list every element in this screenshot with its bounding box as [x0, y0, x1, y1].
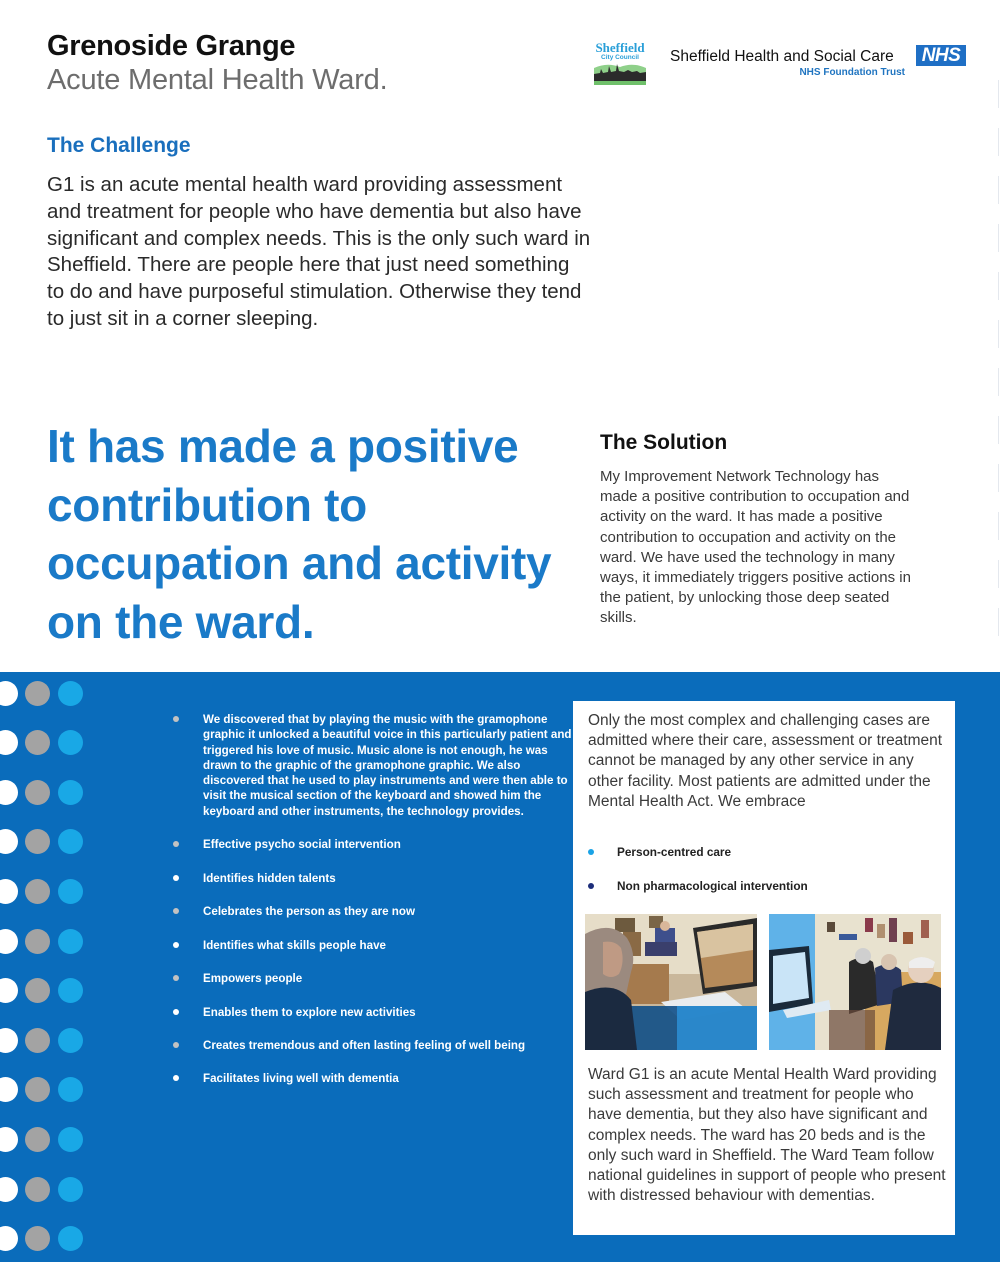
bullet-dot-icon [173, 875, 179, 881]
decorative-dot [25, 730, 50, 755]
bullet-dot-icon [588, 883, 594, 889]
benefit-text: Effective psycho social intervention [203, 838, 401, 852]
bullet-dot-icon [173, 841, 179, 847]
decorative-dot [0, 681, 18, 706]
bullet-dot-icon [173, 1009, 179, 1015]
city-skyline-icon [594, 60, 646, 85]
info-bullet-item [588, 845, 948, 879]
decorative-dot [58, 1226, 83, 1251]
decorative-dot [25, 929, 50, 954]
decorative-dot [58, 978, 83, 1003]
page-subtitle: Acute Mental Health Ward. [47, 64, 388, 96]
sheffield-city-council-logo [590, 40, 650, 86]
benefit-item [172, 938, 572, 953]
benefit-item [172, 837, 572, 852]
decorative-dot [25, 829, 50, 854]
decorative-dot [25, 1077, 50, 1102]
decorative-dot [0, 1127, 18, 1152]
info-box-intro: Only the most complex and challenging cases are admitted where their care, assessment or treatment cannot be managed by any other service in any other facility. Most patients are admitted under the Mental Health Act. We embrace [588, 712, 943, 810]
decorative-dot [0, 780, 18, 805]
decorative-dot [0, 929, 18, 954]
info-bullet-item [588, 879, 948, 913]
challenge-heading: The Challenge [47, 134, 191, 157]
decorative-dot [58, 879, 83, 904]
decorative-dot [58, 1077, 83, 1102]
trust-name: Sheffield Health and Social Care [670, 48, 894, 65]
info-box-bullets [588, 845, 948, 913]
decorative-dot [25, 681, 50, 706]
decorative-dot [25, 978, 50, 1003]
decorative-dot [25, 1028, 50, 1053]
decorative-dot [0, 1177, 18, 1202]
decorative-dot [58, 1177, 83, 1202]
bullet-dot-icon [173, 908, 179, 914]
benefit-item [172, 712, 572, 819]
decorative-dot [0, 1077, 18, 1102]
bullet-dot-icon [173, 1042, 179, 1048]
bullet-dot-icon [588, 849, 594, 855]
benefit-item [172, 971, 572, 986]
solution-heading: The Solution [600, 431, 728, 454]
benefit-text: Identifies what skills people have [203, 938, 386, 952]
info-bullet-text: Person-centred care [617, 845, 732, 859]
decorative-dot [58, 1028, 83, 1053]
benefit-text: Enables them to explore new activities [203, 1005, 416, 1019]
trust-subtitle: NHS Foundation Trust [799, 67, 905, 78]
bullet-dot-icon [173, 716, 179, 722]
benefit-item [172, 1005, 572, 1020]
decorative-dot [25, 780, 50, 805]
info-bullet-text: Non pharmacological intervention [617, 879, 808, 893]
decorative-dot [58, 929, 83, 954]
decorative-dot [0, 730, 18, 755]
decorative-dot [0, 879, 18, 904]
photo-patient-at-touchscreen [585, 914, 757, 1050]
benefit-text: We discovered that by playing the music with the gramophone graphic it unlocked a beautiful voice in this particularly patient and triggered his love of music. Music alone is not enough, he was drawn to the graphic of the gramophone graphic. We also discovered that he used to play instruments and were then able to visit the musical section of the keyboard and showed him the keyboard and other instruments, the technology provides. [203, 713, 572, 818]
bullet-dot-icon [173, 975, 179, 981]
decorative-dot [58, 780, 83, 805]
decorative-dot [58, 730, 83, 755]
bullet-dot-icon [173, 942, 179, 948]
photo-residents-group [769, 914, 941, 1050]
headline-quote: It has made a positive contribution to occupation and activity on the ward. [47, 420, 552, 648]
council-logo-name: Sheffield [595, 40, 645, 55]
decorative-dot [25, 1127, 50, 1152]
benefit-item [172, 904, 572, 919]
council-logo-subtitle: City Council [601, 54, 639, 61]
decorative-dot [25, 1226, 50, 1251]
benefit-text: Facilitates living well with dementia [203, 1072, 399, 1086]
page-title: Grenoside Grange [47, 30, 296, 62]
decorative-dot [25, 879, 50, 904]
benefit-text: Creates tremendous and often lasting feeling of well being [203, 1038, 526, 1052]
nhs-logo: NHS [916, 45, 966, 66]
benefit-text: Identifies hidden talents [203, 871, 336, 885]
challenge-body: G1 is an acute mental health ward providing assessment and treatment for people who have dementia but also have significant and complex needs. This is the only such ward in Sheffield. There are people here that just need something to do and have purposeful stimulation. Otherwise they tend to just sit in a corner sleeping. [47, 173, 591, 330]
solution-body: My Improvement Network Technology has made a positive contribution to occupation and activity on the ward. It has made a positive contribution to occupation and activity on the ward. We have used the technology in many ways, it immediately triggers positive actions in the patient, by unlocking those deep seated skills. [600, 468, 911, 627]
decorative-dot [58, 1127, 83, 1152]
benefits-list [172, 712, 572, 1087]
decorative-dot [0, 1028, 18, 1053]
decorative-dot [0, 829, 18, 854]
decorative-dot [58, 829, 83, 854]
decorative-dot [0, 1226, 18, 1251]
info-box [573, 701, 955, 1235]
decorative-dot [25, 1177, 50, 1202]
benefit-text: Celebrates the person as they are now [203, 905, 415, 919]
info-box-footer: Ward G1 is an acute Mental Health Ward providing such assessment and treatment for people who have dementia, but they also have significant and complex needs. The ward has 20 beds and is the only such ward in Sheffield. The Ward Team follow national guidelines in support of people who present with distressed behaviour with dementias. [588, 1066, 946, 1205]
benefit-item [172, 871, 572, 886]
bullet-dot-icon [173, 1075, 179, 1081]
benefit-item [172, 1071, 572, 1086]
decorative-dot [58, 681, 83, 706]
decorative-dot [0, 978, 18, 1003]
benefit-item [172, 1038, 572, 1053]
benefit-text: Empowers people [203, 972, 303, 986]
